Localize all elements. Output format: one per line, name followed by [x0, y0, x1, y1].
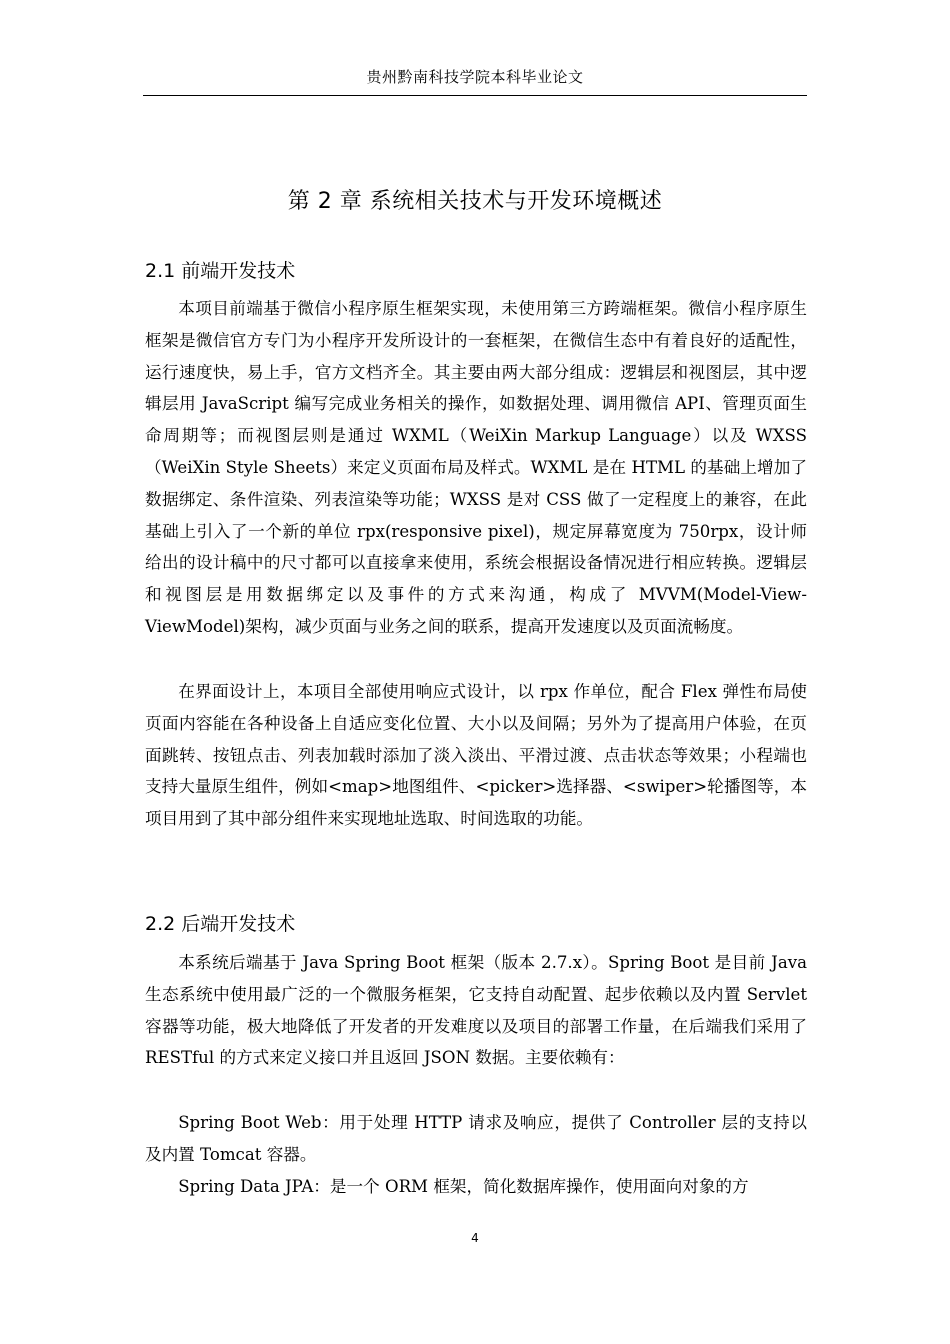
page-number: 4: [471, 1231, 479, 1245]
paragraph: 在界面设计上，本项目全部使用响应式设计，以 rpx 作单位，配合 Flex 弹性布局使页面内容能在各种设备上自适应变化位置、大小以及间隔；另外为了提高用户体验，在页面跳转、按钮点击、列表加载时添加了淡入淡出、平滑过渡、点击状态等效果；小程端也支持大量原生组件，例如<map>地图组件、<picker>选择器、<swiper>轮播图等，本项目用到了其中部分组件来实现地址选取、时间选取的功能。: [145, 682, 807, 829]
paragraph: 本项目前端基于微信小程序原生框架实现，未使用第三方跨端框架。微信小程序原生框架是微信官方专门为小程序开发所设计的一套框架，在微信生态中有着良好的适配性，运行速度快，易上手，官方文档齐全。其主要由两大部分组成：逻辑层和视图层，其中逻辑层用 JavaScript 编写完成业务相关的操作，如数据处理、调用微信 API、管理页面生命周期等；而视图层则是通过 WXML（WeiXin Markup Language）以及 WXSS（WeiXin Style Sheets）来定义页面布局及样式。WXML 是在 HTML 的基础上增加了数据绑定、条件渲染、列表渲染等功能；WXSS 是对 CSS 做了一定程度上的兼容，在此基础上引入了一个新的单位 rpx(responsive pixel)，规定屏幕宽度为 750rpx，设计师给出的设计稿中的尺寸都可以直接拿来使用，系统会根据设备情况进行相应转换。逻辑层和视图层是用数据绑定以及事件的方式来沟通，构成了 MVVM(Model-View-ViewModel)架构，减少页面与业务之间的联系，提高开发速度以及页面流畅度。: [145, 299, 807, 636]
section-heading-2-1: 2.1 前端开发技术: [145, 260, 296, 282]
section-heading-2-2: 2.2 后端开发技术: [145, 913, 296, 935]
running-header: 贵州黔南科技学院本科毕业论文: [366, 68, 584, 86]
paragraph: Spring Data JPA：是一个 ORM 框架，简化数据库操作，使用面向对象的方: [178, 1177, 749, 1196]
paragraph: 本系统后端基于 Java Spring Boot 框架（版本 2.7.x）。Spring Boot 是目前 Java 生态系统中使用最广泛的一个微服务框架，它支持自动配置、起步依赖以及内置 Servlet 容器等功能，极大地降低了开发者的开发难度以及项目的部署工作量，在后端我们采用了 RESTful 的方式来定义接口并且返回 JSON 数据。主要依赖有：: [145, 953, 807, 1068]
header-rule: [143, 95, 807, 96]
chapter-title: 第 2 章 系统相关技术与开发环境概述: [287, 189, 663, 214]
paragraph: Spring Boot Web：用于处理 HTTP 请求及响应，提供了 Controller 层的支持以及内置 Tomcat 容器。: [145, 1113, 807, 1164]
